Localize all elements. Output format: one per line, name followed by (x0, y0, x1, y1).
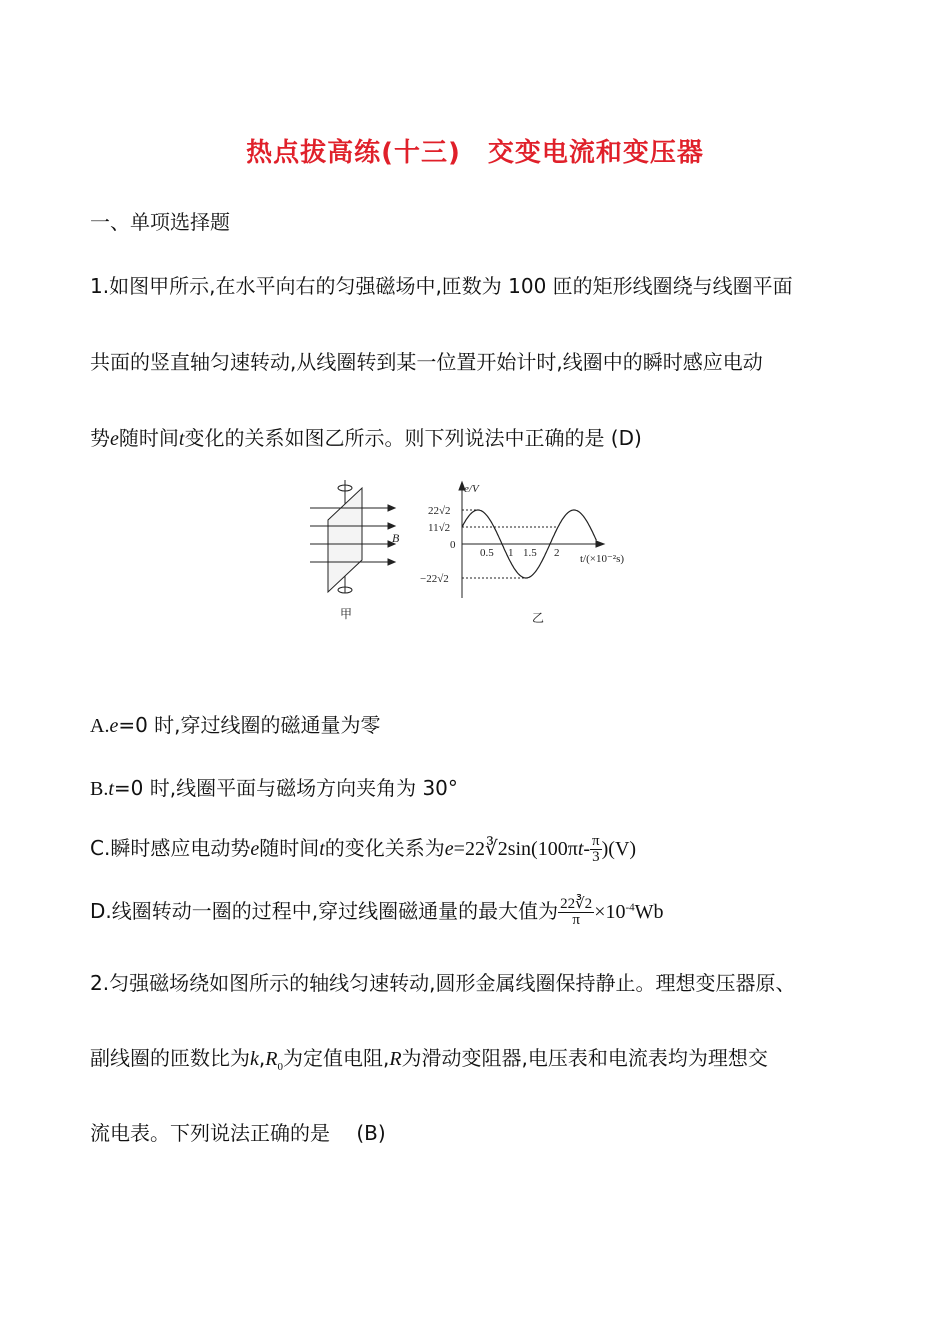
page-title: 热点拔高练(十三) 交变电流和变压器 (246, 138, 704, 168)
symbol-R: R (389, 1048, 402, 1070)
fraction-pi-over-3 (590, 834, 602, 865)
x-axis-arrow (596, 541, 604, 547)
field-arrow-head (388, 523, 395, 529)
symbol-t: t (577, 838, 584, 860)
exponent: -4 (625, 901, 635, 914)
field-arrow-head (388, 505, 395, 511)
x-tick-label: 2 (554, 547, 560, 559)
et-graph (459, 482, 604, 598)
y-tick-label: 11√2 (428, 522, 451, 534)
option-D (90, 895, 664, 928)
symbol-t: t (319, 838, 325, 860)
option-text: C.瞬时感应电动势 (90, 836, 251, 860)
figure-caption-left: 甲 (340, 607, 353, 621)
q2-text: , (258, 1046, 266, 1070)
fraction-numerator: 22∛2 (560, 896, 593, 912)
symbol-R0: R (265, 1048, 278, 1070)
field-label-B: B (392, 531, 400, 545)
formula-part: - (583, 838, 591, 860)
option-text: 的变化关系为 (324, 836, 445, 860)
subscript: 0 (277, 1061, 283, 1073)
q2-text: 为定值电阻, (282, 1046, 390, 1070)
q1-line-3 (90, 422, 642, 451)
x-tick-label: 0.5 (480, 547, 494, 559)
y-tick-label: 0 (450, 539, 456, 551)
section-heading: 一、单项选择题 (90, 210, 230, 234)
x-axis-label: t/(×10⁻²s) (580, 553, 625, 565)
q1-figure (300, 478, 650, 628)
q1-text: 变化的关系如图乙所示。则下列说法中正确的是 (D) (184, 426, 642, 450)
figure-svg (300, 478, 650, 628)
symbol-k: k (250, 1048, 259, 1070)
q1-line-1: 1.如图甲所示,在水平向右的匀强磁场中,匝数为 100 匝的矩形线圈绕与线圈平面 (90, 274, 793, 298)
option-A (90, 709, 381, 738)
fraction-numerator: π (592, 833, 600, 849)
fraction-flux (558, 897, 594, 928)
y-axis-label: e/V (464, 483, 479, 495)
figure-caption-right: 乙 (532, 611, 545, 625)
symbol-t: t (178, 428, 185, 450)
symbol-t: t (108, 778, 114, 800)
coil-diagram (310, 480, 395, 593)
symbol-e: e (250, 838, 260, 860)
fraction-denominator: 3 (592, 849, 600, 865)
symbol-e: e (110, 428, 119, 450)
coil-plane (328, 488, 362, 592)
formula-part: =22 (453, 838, 485, 860)
fraction-denominator: π (572, 912, 580, 928)
y-tick-label: −22√2 (420, 573, 449, 585)
option-text: 随时间 (259, 836, 320, 860)
option-text: B. (90, 778, 109, 800)
q1-text: 随时间 (118, 426, 179, 450)
q1-line-2: 共面的竖直轴匀速转动,从线圈转到某一位置开始计时,线圈中的瞬时感应电动 (90, 350, 763, 374)
option-text: =0 时,穿过线圈的磁通量为零 (118, 713, 381, 737)
formula-part: )(V) (601, 838, 637, 860)
q2-text: 副线圈的匝数比为 (90, 1046, 250, 1070)
q1-text: 势 (90, 426, 110, 450)
field-arrow-head (388, 559, 395, 565)
q2-line-2 (90, 1042, 768, 1073)
formula-part: sin(100π (507, 838, 578, 860)
y-tick-label: 22√2 (428, 505, 451, 517)
option-text: D.线圈转动一圈的过程中,穿过线圈磁通量的最大值为 (90, 899, 559, 923)
x-tick-label: 1.5 (523, 547, 537, 559)
formula-part: Wb (634, 901, 664, 923)
option-text: =0 时,线圈平面与磁场方向夹角为 30° (113, 776, 458, 800)
symbol-e: e (444, 838, 454, 860)
option-C (90, 832, 636, 865)
formula-part: ×10 (594, 901, 626, 923)
symbol-e: e (109, 715, 119, 737)
x-tick-label: 1 (508, 547, 514, 559)
option-B (90, 772, 458, 801)
formula-root: ∛2 (484, 838, 508, 860)
option-text: A. (90, 715, 110, 737)
q2-line-3: 流电表。下列说法正确的是 (B) (90, 1121, 386, 1145)
q2-line-1: 2.匀强磁场绕如图所示的轴线匀速转动,圆形金属线圈保持静止。理想变压器原、 (90, 971, 796, 995)
q2-text: 为滑动变阻器,电压表和电流表均为理想交 (401, 1046, 768, 1070)
